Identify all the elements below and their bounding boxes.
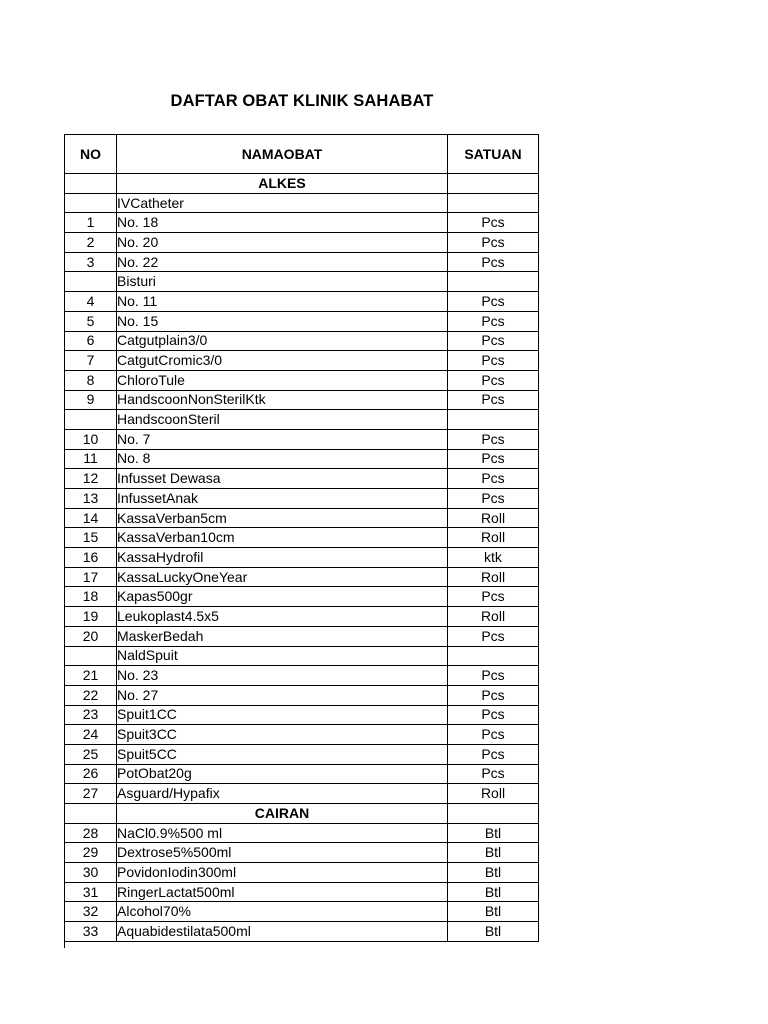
row-number: 11	[65, 449, 117, 469]
section-title: ALKES	[117, 174, 448, 194]
drug-unit: Btl	[448, 882, 539, 902]
drug-unit: Pcs	[448, 429, 539, 449]
drug-unit: Btl	[448, 922, 539, 942]
section-row	[65, 174, 539, 194]
group-row	[65, 646, 539, 666]
row-number	[65, 804, 117, 824]
drug-name: KassaVerban10cm	[117, 528, 448, 548]
table-row	[65, 922, 539, 942]
row-number: 24	[65, 725, 117, 745]
row-number	[65, 193, 117, 213]
drug-name: ChloroTule	[117, 370, 448, 390]
table-row	[65, 863, 539, 883]
drug-name: KassaVerban5cm	[117, 508, 448, 528]
row-number: 16	[65, 548, 117, 568]
drug-unit	[448, 804, 539, 824]
table-continuation	[65, 941, 539, 948]
drug-name: RingerLactat500ml	[117, 882, 448, 902]
drug-name: Infusset Dewasa	[117, 469, 448, 489]
drug-name: No. 22	[117, 252, 448, 272]
drug-unit: Roll	[448, 784, 539, 804]
drug-name: InfussetAnak	[117, 489, 448, 509]
drug-unit: Pcs	[448, 685, 539, 705]
drug-unit: Pcs	[448, 587, 539, 607]
table-row	[65, 843, 539, 863]
drug-unit	[448, 646, 539, 666]
row-number: 10	[65, 429, 117, 449]
row-number: 2	[65, 233, 117, 253]
row-number: 13	[65, 489, 117, 509]
table-row	[65, 449, 539, 469]
drug-unit: Pcs	[448, 233, 539, 253]
table-header-row	[65, 135, 539, 174]
drug-name: PotObat20g	[117, 764, 448, 784]
row-number: 19	[65, 607, 117, 627]
header-no: NO	[65, 135, 117, 174]
drug-name: Asguard/Hypafix	[117, 784, 448, 804]
group-row	[65, 410, 539, 430]
section-title: CAIRAN	[117, 804, 448, 824]
table-row	[65, 469, 539, 489]
table-row	[65, 233, 539, 253]
row-number: 18	[65, 587, 117, 607]
row-number: 12	[65, 469, 117, 489]
row-number	[65, 646, 117, 666]
table-row	[65, 607, 539, 627]
row-number	[65, 272, 117, 292]
continuation-cell	[448, 941, 539, 948]
drug-unit: Btl	[448, 823, 539, 843]
drug-unit: Pcs	[448, 390, 539, 410]
table-row	[65, 567, 539, 587]
row-number: 15	[65, 528, 117, 548]
drug-name: No. 7	[117, 429, 448, 449]
table-row	[65, 626, 539, 646]
row-number	[65, 410, 117, 430]
row-number: 8	[65, 370, 117, 390]
drug-name: HandscoonSteril	[117, 410, 448, 430]
drug-unit	[448, 174, 539, 194]
drug-name: Aquabidestilata500ml	[117, 922, 448, 942]
row-number: 20	[65, 626, 117, 646]
drug-unit: Btl	[448, 902, 539, 922]
drug-name: Alcohol70%	[117, 902, 448, 922]
row-number: 33	[65, 922, 117, 942]
section-row	[65, 804, 539, 824]
drug-unit: ktk	[448, 548, 539, 568]
drug-name: No. 27	[117, 685, 448, 705]
drug-name: Spuit1CC	[117, 705, 448, 725]
drug-name: Dextrose5%500ml	[117, 843, 448, 863]
row-number: 21	[65, 666, 117, 686]
row-number: 7	[65, 351, 117, 371]
drug-unit: Pcs	[448, 351, 539, 371]
drug-name: CatgutCromic3/0	[117, 351, 448, 371]
drug-unit	[448, 193, 539, 213]
drug-unit: Pcs	[448, 449, 539, 469]
header-name: NAMAOBAT	[117, 135, 448, 174]
table-row	[65, 370, 539, 390]
drug-name: Catgutplain3/0	[117, 331, 448, 351]
drug-unit: Pcs	[448, 489, 539, 509]
table-row	[65, 429, 539, 449]
drug-name: HandscoonNonSterilKtk	[117, 390, 448, 410]
drug-name: KassaLuckyOneYear	[117, 567, 448, 587]
row-number: 1	[65, 213, 117, 233]
group-row	[65, 272, 539, 292]
drug-name: No. 23	[117, 666, 448, 686]
drug-name: Kapas500gr	[117, 587, 448, 607]
table-row	[65, 390, 539, 410]
drug-unit: Roll	[448, 607, 539, 627]
drug-unit	[448, 272, 539, 292]
row-number: 6	[65, 331, 117, 351]
drug-name: NaldSpuit	[117, 646, 448, 666]
drug-name: Leukoplast4.5x5	[117, 607, 448, 627]
table-row	[65, 252, 539, 272]
table-row	[65, 528, 539, 548]
drug-unit: Pcs	[448, 705, 539, 725]
row-number: 22	[65, 685, 117, 705]
row-number: 32	[65, 902, 117, 922]
table-row	[65, 902, 539, 922]
row-number: 3	[65, 252, 117, 272]
drug-unit: Roll	[448, 528, 539, 548]
drug-unit: Pcs	[448, 331, 539, 351]
drug-unit: Btl	[448, 863, 539, 883]
drug-name: Spuit5CC	[117, 744, 448, 764]
table-body	[65, 174, 539, 948]
document-title: DAFTAR OBAT KLINIK SAHABAT	[170, 92, 434, 110]
row-number: 14	[65, 508, 117, 528]
drug-name: Spuit3CC	[117, 725, 448, 745]
drug-unit: Pcs	[448, 469, 539, 489]
row-number: 26	[65, 764, 117, 784]
drug-name: PovidonIodin300ml	[117, 863, 448, 883]
drug-name: KassaHydrofil	[117, 548, 448, 568]
drug-name: No. 20	[117, 233, 448, 253]
drug-unit: Roll	[448, 508, 539, 528]
table-row	[65, 548, 539, 568]
table-row	[65, 725, 539, 745]
table-row	[65, 213, 539, 233]
row-number: 23	[65, 705, 117, 725]
table-row	[65, 508, 539, 528]
table-row	[65, 666, 539, 686]
table-row	[65, 587, 539, 607]
drug-unit: Pcs	[448, 213, 539, 233]
row-number	[65, 174, 117, 194]
drug-unit: Pcs	[448, 764, 539, 784]
drug-unit: Pcs	[448, 252, 539, 272]
table-row	[65, 784, 539, 804]
table-row	[65, 311, 539, 331]
drug-name: No. 15	[117, 311, 448, 331]
table-row	[65, 331, 539, 351]
table-row	[65, 744, 539, 764]
drug-unit: Pcs	[448, 311, 539, 331]
row-number: 4	[65, 292, 117, 312]
drug-unit: Pcs	[448, 292, 539, 312]
drug-unit: Pcs	[448, 370, 539, 390]
table-row	[65, 489, 539, 509]
row-number: 30	[65, 863, 117, 883]
table-row	[65, 351, 539, 371]
drug-unit: Pcs	[448, 725, 539, 745]
drug-unit: Pcs	[448, 626, 539, 646]
drug-unit: Pcs	[448, 666, 539, 686]
table-row	[65, 764, 539, 784]
drug-name: MaskerBedah	[117, 626, 448, 646]
header-unit: SATUAN	[448, 135, 539, 174]
table-row	[65, 292, 539, 312]
table-row	[65, 823, 539, 843]
drug-name: Bisturi	[117, 272, 448, 292]
drug-unit: Pcs	[448, 744, 539, 764]
drug-name: NaCl0.9%500 ml	[117, 823, 448, 843]
row-number: 29	[65, 843, 117, 863]
table-row	[65, 685, 539, 705]
drug-name: No. 11	[117, 292, 448, 312]
drug-list-table	[64, 134, 539, 948]
drug-name: No. 18	[117, 213, 448, 233]
drug-unit: Btl	[448, 843, 539, 863]
row-number: 28	[65, 823, 117, 843]
row-number: 17	[65, 567, 117, 587]
drug-name: No. 8	[117, 449, 448, 469]
drug-unit	[448, 410, 539, 430]
row-number: 31	[65, 882, 117, 902]
continuation-cell	[117, 941, 448, 948]
row-number: 27	[65, 784, 117, 804]
continuation-cell	[65, 941, 117, 948]
drug-unit: Roll	[448, 567, 539, 587]
row-number: 25	[65, 744, 117, 764]
table-row	[65, 705, 539, 725]
row-number: 5	[65, 311, 117, 331]
table-row	[65, 882, 539, 902]
group-row	[65, 193, 539, 213]
row-number: 9	[65, 390, 117, 410]
drug-name: IVCatheter	[117, 193, 448, 213]
